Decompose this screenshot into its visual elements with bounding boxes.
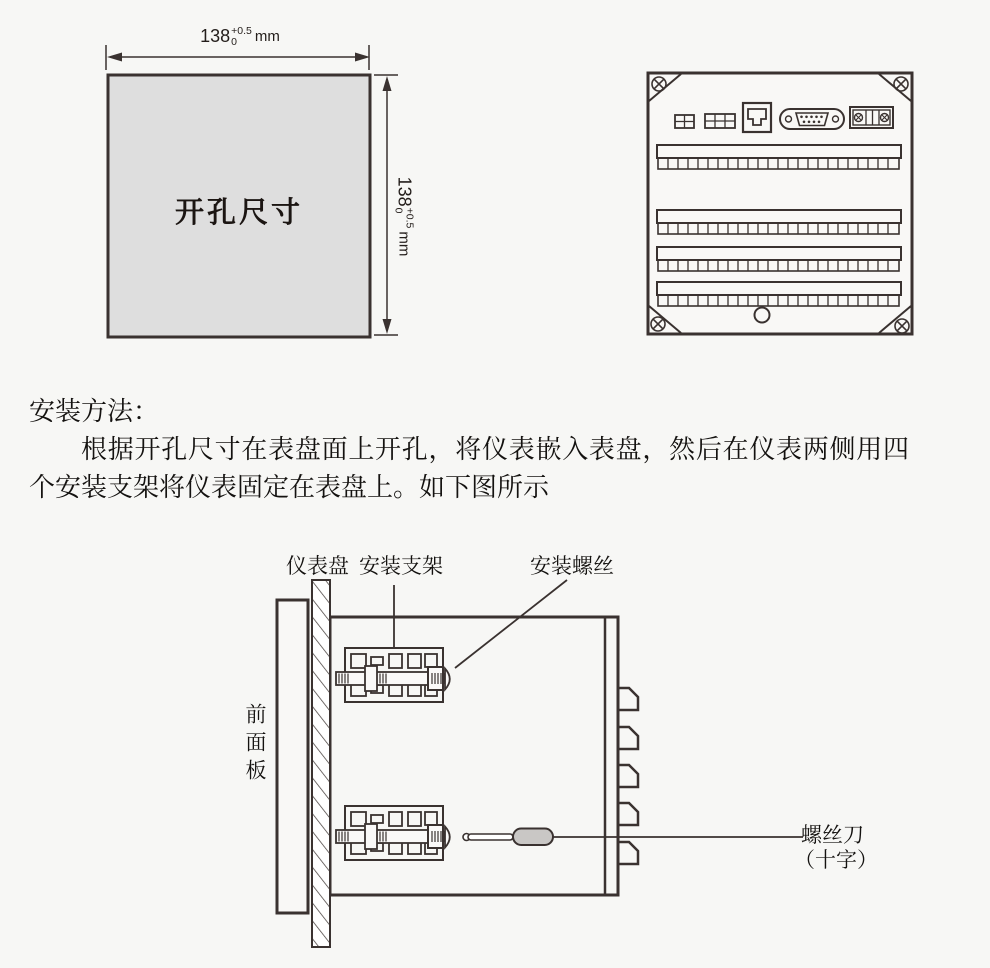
width-dim-tolerance: +0.5 0 xyxy=(231,25,252,48)
panel-hatched-bar xyxy=(312,580,330,947)
instrument-body xyxy=(330,617,618,895)
front-panel-label: 前面板 xyxy=(243,703,267,787)
screw-label: 安装螺丝 xyxy=(530,554,614,578)
section-title: 安装方法： xyxy=(29,397,160,426)
height-dim-value: 138 xyxy=(394,176,415,207)
height-dimension-label xyxy=(394,164,415,270)
rear-panel-diagram xyxy=(645,70,915,338)
screwdriver-label: 螺丝刀 xyxy=(801,823,864,847)
panel-label: 仪表盘 xyxy=(286,554,349,578)
instruction-text: 根据开孔尺寸在表盘面上开孔，将仪表嵌入表盘，然后在仪表两侧用四个安装支架将仪表固定在表盘上。如下图所示 xyxy=(29,435,909,502)
screwdriver-type-label: （十字） xyxy=(794,848,878,872)
mounting-bracket-bottom xyxy=(336,806,450,860)
bracket-label: 安装支架 xyxy=(359,554,443,578)
cutout-caption: 开孔尺寸 xyxy=(174,197,303,229)
installation-instructions xyxy=(29,393,909,507)
width-dim-value: 138 xyxy=(200,26,231,46)
width-dim-unit: mm xyxy=(254,28,280,45)
width-dimension-label xyxy=(185,26,295,47)
screwdriver-icon xyxy=(463,829,553,846)
front-panel-bar xyxy=(277,600,308,913)
height-dim-tolerance: +0.5 0 xyxy=(393,207,416,229)
height-dim-unit: mm xyxy=(395,231,413,257)
leader-lines xyxy=(394,580,803,837)
mounting-bracket-top xyxy=(336,648,450,702)
cutout-dimension-diagram xyxy=(85,18,435,348)
installation-diagram xyxy=(230,548,920,968)
